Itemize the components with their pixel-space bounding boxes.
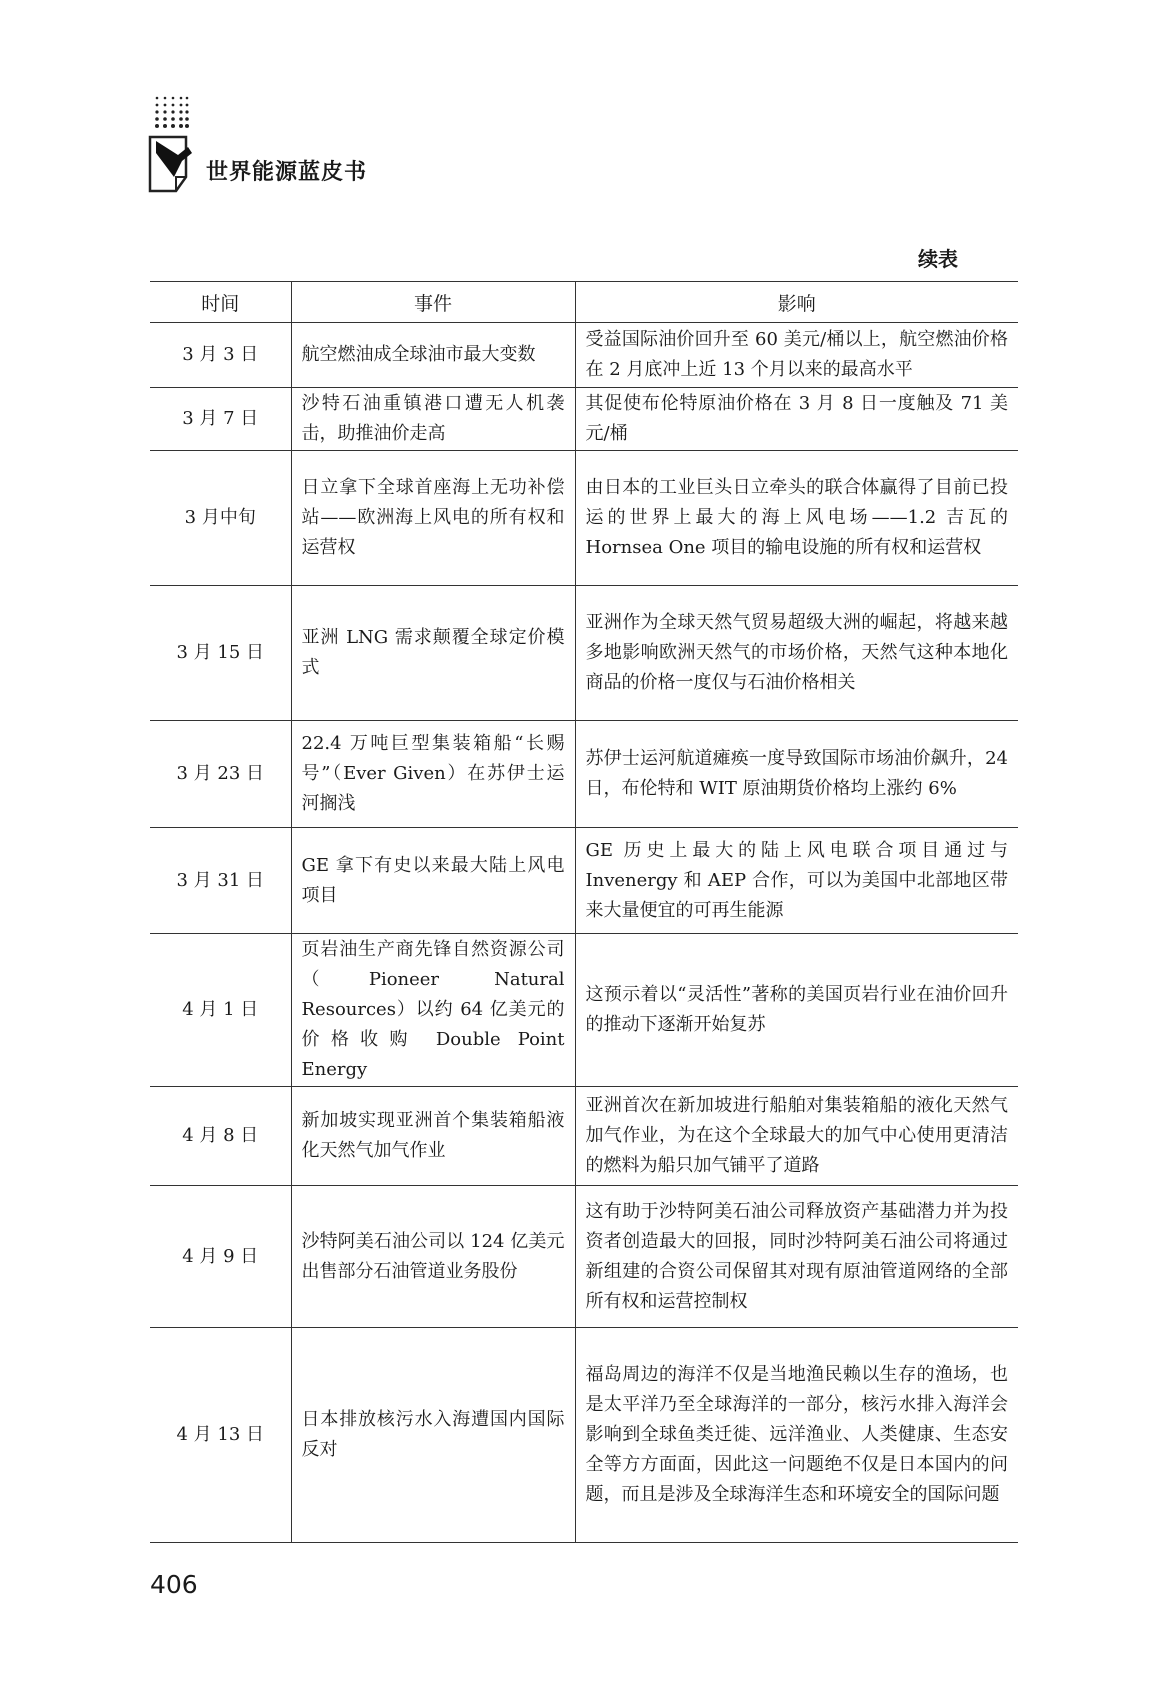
column-header-impact: 影响 [575, 282, 1018, 323]
table-row [150, 934, 1018, 1087]
table-row [150, 323, 1018, 388]
time-cell: 3 月 23 日 [150, 721, 291, 828]
time-cell: 3 月 15 日 [150, 586, 291, 721]
impact-cell: 苏伊士运河航道瘫痪一度导致国际市场油价飙升，24 日，布伦特和 WIT 原油期货价格均上涨约 6% [575, 721, 1018, 828]
book-title: 世界能源蓝皮书 [206, 160, 368, 185]
impact-cell: 由日本的工业巨头日立牵头的联合体赢得了目前已投运的世界上最大的海上风电场——1.2 吉瓦的 Hornsea One 项目的输电设施的所有权和运营权 [575, 451, 1018, 586]
events-table [150, 281, 1018, 1543]
impact-cell: 其促使布伦特原油价格在 3 月 8 日一度触及 71 美元/桶 [575, 388, 1018, 451]
table-header-row [150, 282, 1018, 323]
book-corner-icon [148, 135, 196, 193]
time-cell: 4 月 9 日 [150, 1186, 291, 1328]
dot-grid-icon [154, 95, 190, 135]
event-cell: 沙特阿美石油公司以 124 亿美元出售部分石油管道业务股份 [291, 1186, 575, 1328]
event-cell: 新加坡实现亚洲首个集装箱船液化天然气加气作业 [291, 1087, 575, 1186]
event-cell: 日立拿下全球首座海上无功补偿站——欧洲海上风电的所有权和运营权 [291, 451, 575, 586]
event-cell: 日本排放核污水入海遭国内国际反对 [291, 1328, 575, 1543]
impact-cell: 亚洲作为全球天然气贸易超级大洲的崛起，将越来越多地影响欧洲天然气的市场价格，天然气这种本地化商品的价格一度仅与石油价格相关 [575, 586, 1018, 721]
table-row [150, 586, 1018, 721]
table-row [150, 1328, 1018, 1543]
table-row [150, 828, 1018, 934]
time-cell: 3 月 31 日 [150, 828, 291, 934]
table-caption: 续表 [918, 247, 958, 271]
time-cell: 3 月中旬 [150, 451, 291, 586]
event-cell: 22.4 万吨巨型集装箱船“长赐号”（Ever Given）在苏伊士运河搁浅 [291, 721, 575, 828]
impact-cell: 这预示着以“灵活性”著称的美国页岩行业在油价回升的推动下逐渐开始复苏 [575, 934, 1018, 1087]
table-row [150, 1186, 1018, 1328]
impact-cell: 福岛周边的海洋不仅是当地渔民赖以生存的渔场，也是太平洋乃至全球海洋的一部分，核污水排入海洋会影响到全球鱼类迁徙、远洋渔业、人类健康、生态安全等方方面面，因此这一问题绝不仅是日本国内的问题，而且是涉及全球海洋生态和环境安全的国际问题 [575, 1328, 1018, 1543]
table-row [150, 1087, 1018, 1186]
time-cell: 4 月 13 日 [150, 1328, 291, 1543]
event-cell: 页岩油生产商先锋自然资源公司（Pioneer Natural Resources）以约 64 亿美元的价格收购 Double Point Energy [291, 934, 575, 1087]
column-header-event: 事件 [291, 282, 575, 323]
time-cell: 3 月 7 日 [150, 388, 291, 451]
impact-cell: 这有助于沙特阿美石油公司释放资产基础潜力并为投资者创造最大的回报，同时沙特阿美石油公司将通过新组建的合资公司保留其对现有原油管道网络的全部所有权和运营控制权 [575, 1186, 1018, 1328]
table-row [150, 388, 1018, 451]
time-cell: 4 月 1 日 [150, 934, 291, 1087]
event-cell: GE 拿下有史以来最大陆上风电项目 [291, 828, 575, 934]
impact-cell: 亚洲首次在新加坡进行船舶对集装箱船的液化天然气加气作业，为在这个全球最大的加气中心使用更清洁的燃料为船只加气铺平了道路 [575, 1087, 1018, 1186]
impact-cell: GE 历史上最大的陆上风电联合项目通过与 Invenergy 和 AEP 合作，可以为美国中北部地区带来大量便宜的可再生能源 [575, 828, 1018, 934]
time-cell: 3 月 3 日 [150, 323, 291, 388]
time-cell: 4 月 8 日 [150, 1087, 291, 1186]
table-row [150, 451, 1018, 586]
events-table-container [150, 281, 1018, 1543]
event-cell: 沙特石油重镇港口遭无人机袭击，助推油价走高 [291, 388, 575, 451]
column-header-time: 时间 [150, 282, 291, 323]
table-row [150, 721, 1018, 828]
impact-cell: 受益国际油价回升至 60 美元/桶以上，航空燃油价格在 2 月底冲上近 13 个月以来的最高水平 [575, 323, 1018, 388]
event-cell: 航空燃油成全球油市最大变数 [291, 323, 575, 388]
page-number: 406 [150, 1570, 198, 1599]
event-cell: 亚洲 LNG 需求颠覆全球定价模式 [291, 586, 575, 721]
